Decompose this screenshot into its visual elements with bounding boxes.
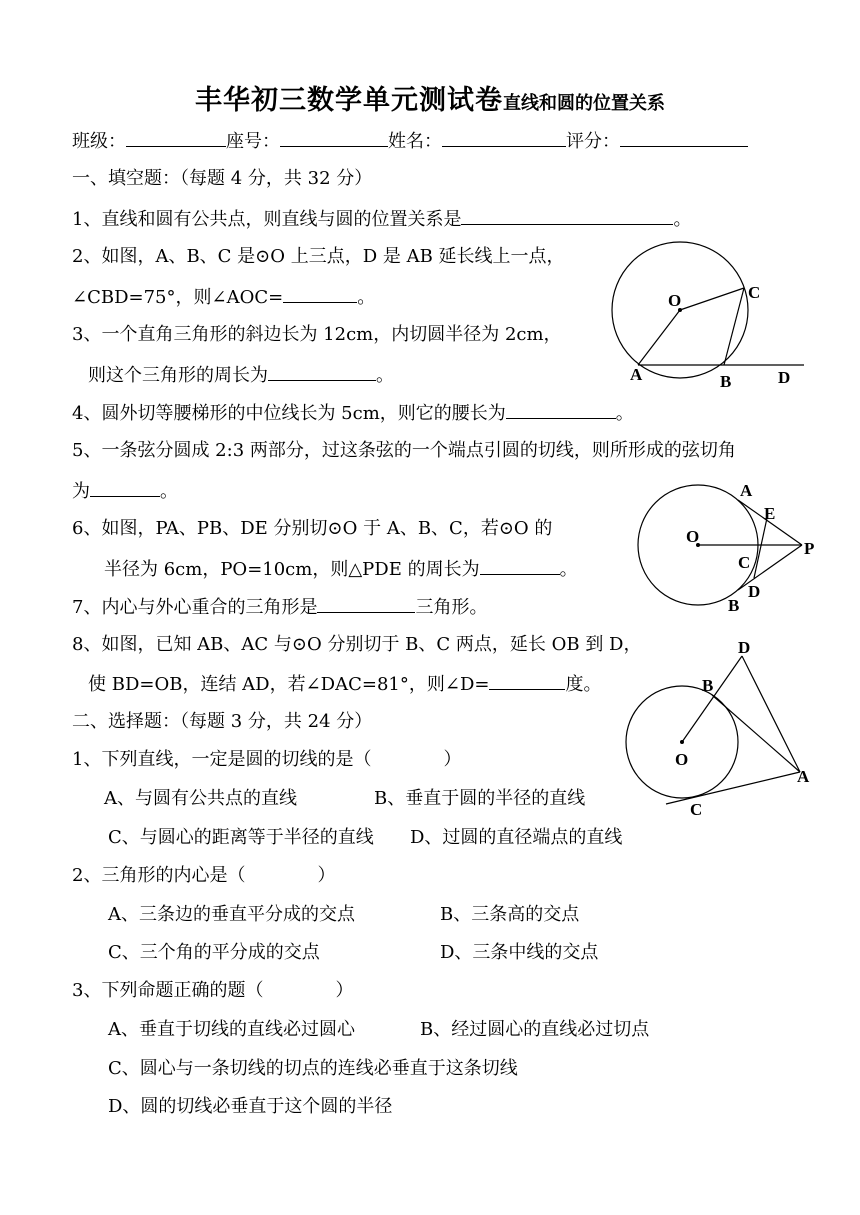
s1-q2-end: 。 — [357, 287, 376, 308]
s2-q2-option-d[interactable]: D、三条中线的交点 — [440, 942, 599, 963]
s1-q5-end: 。 — [160, 481, 178, 502]
s1-q6-line2 — [104, 556, 578, 582]
fig1-segment-oa — [638, 310, 680, 365]
s2-q3-option-d[interactable]: D、圆的切线必垂直于这个圆的半径 — [108, 1096, 393, 1117]
fig3-segment-od — [682, 656, 742, 742]
name-field[interactable] — [442, 128, 566, 147]
s1-q4-text: 4、圆外切等腰梯形的中位线长为 5cm，则它的腰长为 — [72, 403, 506, 424]
s1-q6-line1: 6、如图，PA、PB、DE 分别切⊙O 于 A、B、C，若⊙O 的 — [72, 518, 553, 539]
fig2-label-b: B — [728, 596, 740, 615]
class-label: 班级： — [72, 131, 126, 152]
fig3-label-a: A — [797, 767, 810, 786]
s1-q3-text: 则这个三角形的周长为 — [88, 365, 268, 386]
fig1-segment-cb — [724, 288, 744, 365]
fig3-center-dot — [680, 740, 684, 744]
fig3-label-b: B — [702, 676, 714, 695]
s1-q1-text: 1、直线和圆有公共点，则直线与圆的位置关系是 — [72, 209, 462, 230]
section2-heading: 二、选择题：（每题 3 分，共 24 分） — [72, 711, 373, 732]
s2-q2-option-b[interactable]: B、三条高的交点 — [440, 904, 580, 925]
s1-q4 — [72, 400, 634, 426]
s2-q2-option-c[interactable]: C、三个角的平分成的交点 — [108, 942, 320, 963]
s1-q8-text: 使 BD=OB，连结 AD，若∠DAC=81°，则∠D= — [88, 674, 490, 695]
s2-q1-option-c[interactable]: C、与圆心的距离等于半径的直线 — [108, 827, 374, 848]
fig3-label-o: O — [675, 750, 689, 769]
fig1-label-b: B — [720, 372, 732, 391]
s1-q6-text: 半径为 6cm，PO=10cm，则△PDE 的周长为 — [104, 559, 480, 580]
s2-q1-stem: 1、下列直线，一定是圆的切线的是（ ） — [72, 749, 462, 770]
fig3-segment-da — [742, 656, 800, 772]
fig3-label-c: C — [690, 800, 703, 819]
s1-q2-line1: 2、如图，A、B、C 是⊙O 上三点，D 是 AB 延长线上一点， — [72, 246, 565, 267]
s1-q8-line1: 8、如图，已知 AB、AC 与⊙O 分别切于 B、C 两点，延长 OB 到 D， — [72, 634, 642, 655]
score-field[interactable] — [620, 128, 748, 147]
s2-q3-option-a[interactable]: A、垂直于切线的直线必过圆心 — [108, 1019, 355, 1040]
s1-q6-end: 。 — [559, 559, 578, 580]
s1-q3-line2 — [88, 362, 394, 388]
s1-q3-line1: 3、一个直角三角形的斜边长为 12cm，内切圆半径为 2cm， — [72, 324, 562, 345]
s1-q1 — [72, 206, 691, 232]
fig3-label-d: D — [738, 638, 751, 657]
s1-q7 — [72, 594, 487, 620]
s1-q4-end: 。 — [615, 403, 634, 424]
class-field[interactable] — [126, 128, 226, 147]
s1-q8-answer-blank[interactable] — [489, 671, 565, 690]
figure-3 — [620, 632, 820, 822]
s1-q7-end: 三角形。 — [415, 597, 488, 618]
seat-field[interactable] — [280, 128, 388, 147]
s1-q2-text: ∠CBD=75°，则∠AOC= — [72, 287, 284, 308]
s1-q3-answer-blank[interactable] — [268, 362, 376, 381]
s1-q8-end: 度。 — [565, 674, 602, 695]
s1-q1-answer-blank[interactable] — [461, 206, 673, 225]
s2-q2-stem: 2、三角形的内心是（ ） — [72, 865, 336, 886]
s1-q5-text: 为 — [72, 481, 90, 502]
fig1-label-d: D — [778, 368, 791, 387]
name-label: 姓名： — [388, 131, 442, 152]
s2-q3-option-b[interactable]: B、经过圆心的直线必过切点 — [420, 1019, 650, 1040]
s2-q2-option-a[interactable]: A、三条边的垂直平分成的交点 — [108, 904, 355, 925]
s2-q3-stem: 3、下列命题正确的题（ ） — [72, 980, 354, 1001]
fig3-tangent-ab — [712, 695, 800, 772]
header-fields-row — [72, 128, 748, 154]
fig1-segment-oc — [680, 288, 744, 310]
s2-q1-option-b[interactable]: B、垂直于圆的半径的直线 — [374, 788, 586, 809]
s1-q5-line1: 5、一条弦分圆成 2:3 两部分，过这条弦的一个端点引圆的切线，则所形成的弦切角 — [72, 440, 736, 461]
s1-q7-answer-blank[interactable] — [317, 594, 415, 613]
score-label: 评分： — [566, 131, 620, 152]
s1-q3-end: 。 — [376, 365, 394, 386]
fig1-label-o: O — [668, 291, 682, 310]
s1-q7-text: 7、内心与外心重合的三角形是 — [72, 597, 318, 618]
fig1-label-a: A — [630, 365, 643, 384]
fig2-label-c: C — [738, 553, 751, 572]
figure-1 — [600, 240, 820, 400]
fig3-tangent-ac — [666, 772, 800, 804]
s2-q3-option-c[interactable]: C、圆心与一条切线的切点的连线必垂直于这条切线 — [108, 1058, 518, 1079]
seat-label: 座号： — [226, 131, 280, 152]
s2-q1-option-d[interactable]: D、过圆的直径端点的直线 — [410, 827, 623, 848]
fig2-label-a: A — [740, 481, 753, 500]
s1-q1-end: 。 — [673, 209, 692, 230]
s2-q1-option-a[interactable]: A、与圆有公共点的直线 — [104, 788, 297, 809]
title-sub: 直线和圆的位置关系 — [503, 93, 665, 114]
s1-q5-answer-blank[interactable] — [90, 478, 160, 497]
section1-heading: 一、填空题：（每题 4 分，共 32 分） — [72, 168, 373, 189]
fig2-label-e: E — [764, 504, 776, 523]
s1-q4-answer-blank[interactable] — [506, 400, 616, 419]
s1-q2-answer-blank[interactable] — [283, 284, 357, 303]
fig2-tangent-de — [754, 518, 767, 578]
fig2-label-d: D — [748, 582, 761, 601]
s1-q5-line2 — [72, 478, 178, 504]
title-main: 丰华初三数学单元测试卷 — [195, 85, 503, 116]
fig1-label-c: C — [748, 283, 761, 302]
s1-q8-line2 — [88, 671, 601, 697]
fig2-label-p: P — [804, 539, 815, 558]
s1-q6-answer-blank[interactable] — [480, 556, 560, 575]
fig2-label-o: O — [686, 527, 700, 546]
figure-2 — [630, 478, 830, 618]
s1-q2-line2 — [72, 284, 375, 310]
exam-title — [0, 78, 860, 117]
